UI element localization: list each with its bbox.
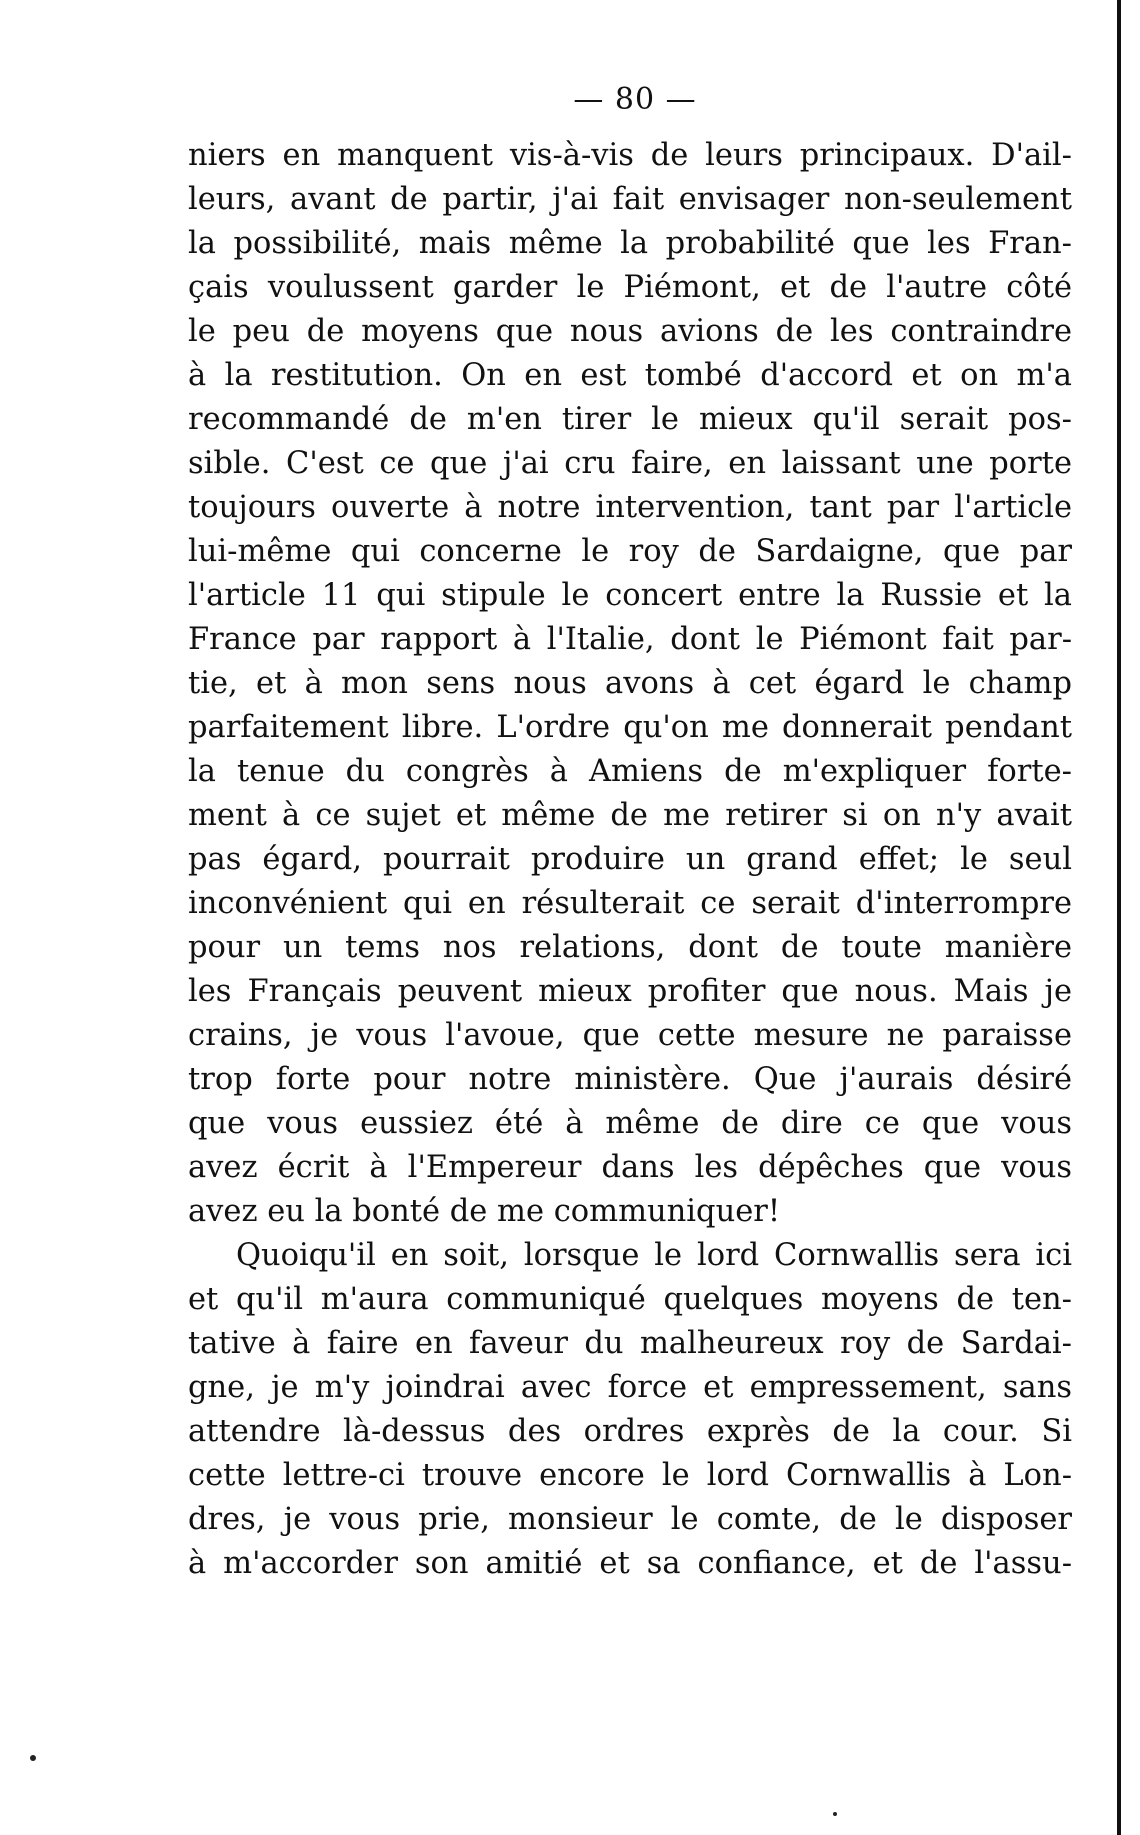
text-line: la possibilité, mais même la probabilité que les Fran- (188, 226, 1072, 261)
ink-speck (833, 1812, 837, 1816)
text-line: pas égard, pourrait produire un grand effet; le seul (188, 842, 1072, 877)
text-line: leurs, avant de partir, j'ai fait envisager non-seulement (188, 182, 1072, 217)
text-line: ment à ce sujet et même de me retirer si on n'y avait (188, 798, 1072, 833)
text-line: que vous eussiez été à même de dire ce que vous (188, 1106, 1072, 1141)
text-line: l'article 11 qui stipule le concert entre la Russie et la (188, 578, 1072, 613)
text-line: cette lettre-ci trouve encore le lord Cornwallis à Lon- (188, 1458, 1072, 1493)
text-line: avez écrit à l'Empereur dans les dépêches que vous (188, 1150, 1072, 1185)
text-line: la tenue du congrès à Amiens de m'expliquer forte- (188, 754, 1072, 789)
text-line: çais voulussent garder le Piémont, et de l'autre côté (188, 270, 1072, 305)
text-line: et qu'il m'aura communiqué quelques moyens de ten- (188, 1282, 1072, 1317)
text-line: attendre là-dessus des ordres exprès de la cour. Si (188, 1414, 1072, 1449)
text-line: à la restitution. On en est tombé d'accord et on m'a (188, 358, 1072, 393)
text-line: crains, je vous l'avoue, que cette mesure ne paraisse (188, 1018, 1072, 1053)
text-line: à m'accorder son amitié et sa confiance, et de l'assu- (188, 1546, 1072, 1581)
text-line: inconvénient qui en résulterait ce serait d'interrompre (188, 886, 1072, 921)
text-line: recommandé de m'en tirer le mieux qu'il serait pos- (188, 402, 1072, 437)
text-line: avez eu la bonté de me communiquer! (188, 1194, 781, 1229)
text-line: sible. C'est ce que j'ai cru faire, en laissant une porte (188, 446, 1072, 481)
text-line: France par rapport à l'Italie, dont le Piémont fait par- (188, 622, 1072, 657)
page-edge-line (1117, 0, 1121, 1835)
text-line: niers en manquent vis-à-vis de leurs principaux. D'ail- (188, 138, 1072, 173)
ink-speck (30, 1755, 36, 1761)
text-line: tie, et à mon sens nous avons à cet égard le champ (188, 666, 1072, 701)
text-line: tative à faire en faveur du malheureux roy de Sardai- (188, 1326, 1072, 1361)
text-line: parfaitement libre. L'ordre qu'on me donnerait pendant (188, 710, 1072, 745)
text-line: lui-même qui concerne le roy de Sardaigne, que par (188, 534, 1072, 569)
page-number: — 80 — (573, 82, 697, 117)
text-line: dres, je vous prie, monsieur le comte, de le disposer (188, 1502, 1072, 1537)
text-line: trop forte pour notre ministère. Que j'aurais désiré (188, 1062, 1072, 1097)
text-line: pour un tems nos relations, dont de toute manière (188, 930, 1072, 965)
text-line: Quoiqu'il en soit, lorsque le lord Cornwallis sera ici (236, 1238, 1072, 1273)
text-line: le peu de moyens que nous avions de les contraindre (188, 314, 1072, 349)
text-line: gne, je m'y joindrai avec force et empressement, sans (188, 1370, 1072, 1405)
text-line: toujours ouverte à notre intervention, tant par l'article (188, 490, 1072, 525)
text-line: les Français peuvent mieux profiter que nous. Mais je (188, 974, 1072, 1009)
